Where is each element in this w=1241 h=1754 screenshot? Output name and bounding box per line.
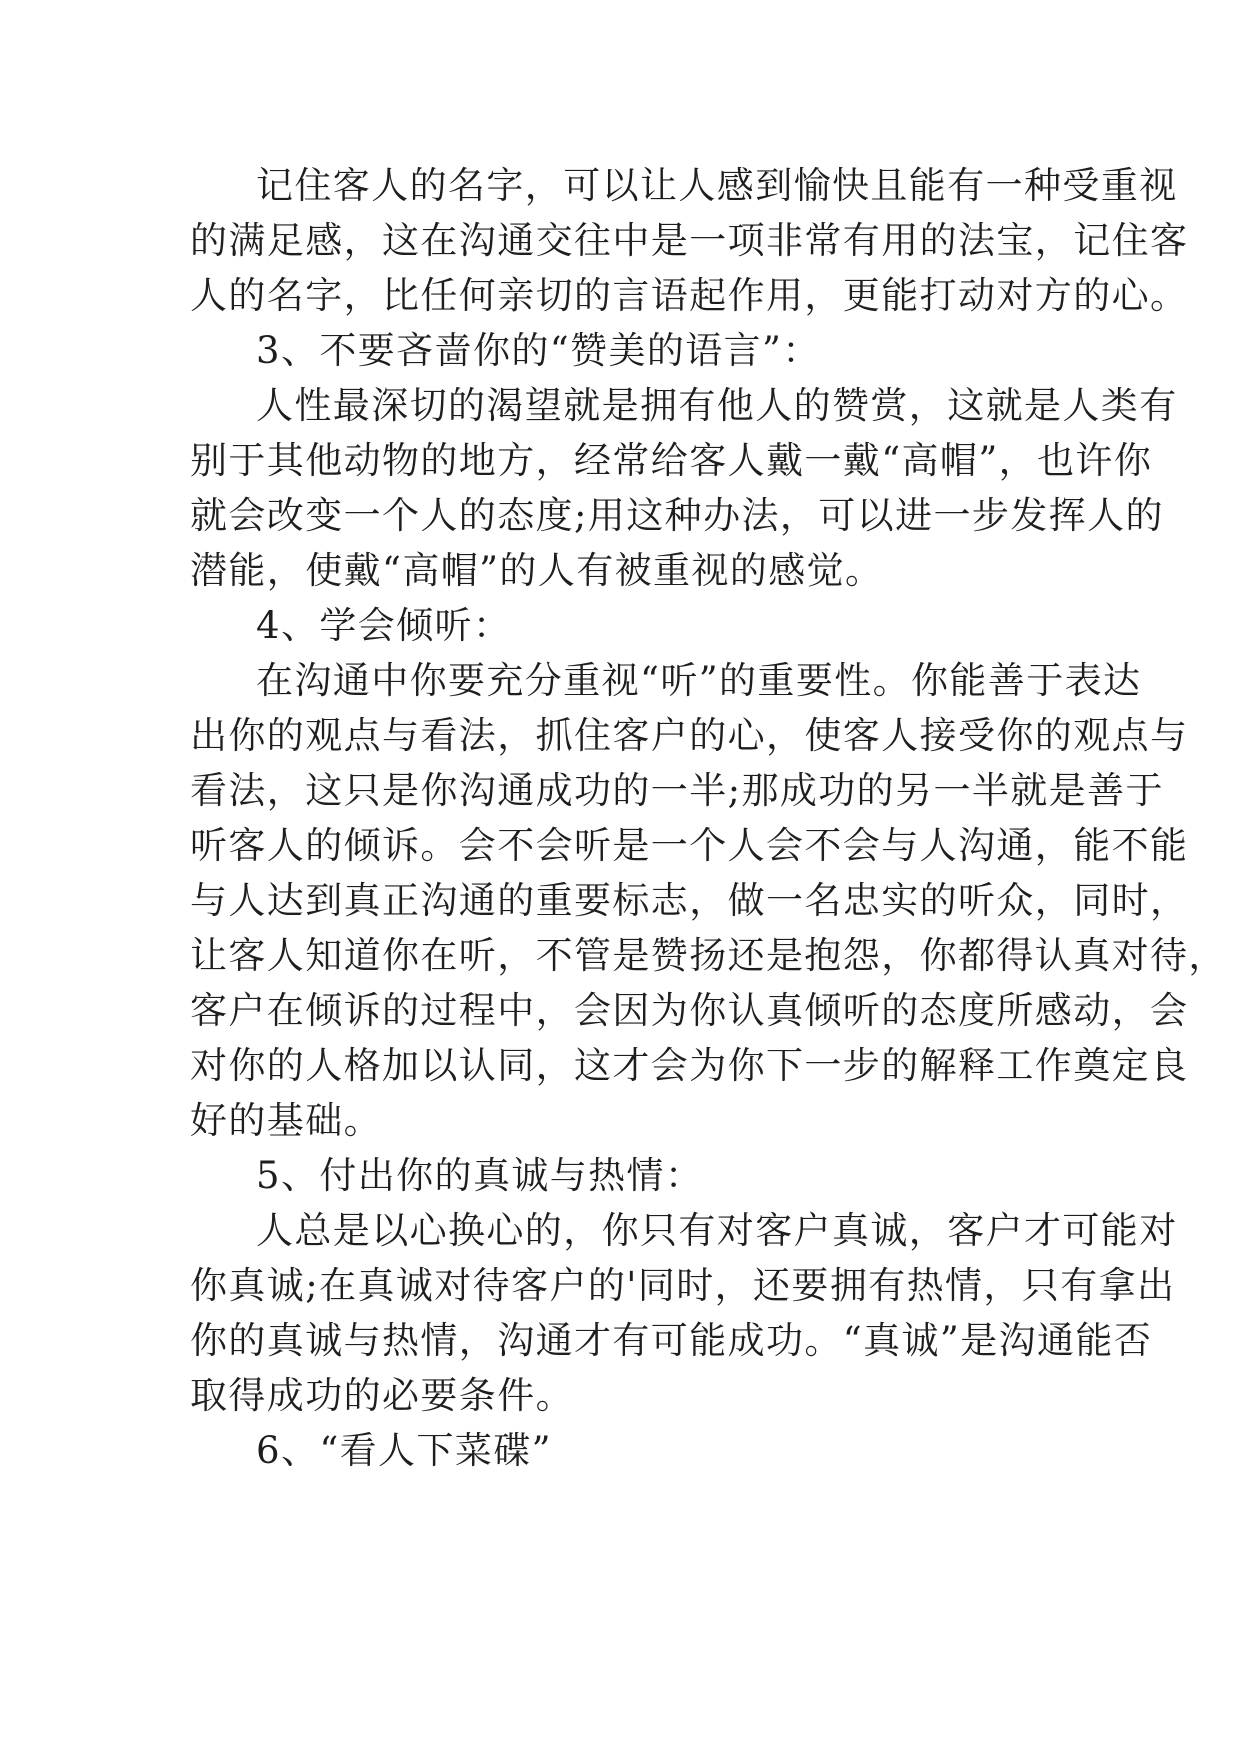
paragraph-line: 潜能，使戴“高帽”的人有被重视的感觉。: [190, 549, 884, 592]
section-heading: 5、付出你的真诚与热情：: [256, 1154, 704, 1197]
paragraph-line: 出你的观点与看法，抓住客户的心，使客人接受你的观点与: [190, 714, 1189, 757]
paragraph-line: 听客人的倾诉。会不会听是一个人会不会与人沟通，能不能: [190, 824, 1189, 867]
paragraph-line: 让客人知道你在听，不管是赞扬还是抱怨，你都得认真对待，: [190, 934, 1227, 977]
paragraph-line: 在沟通中你要充分重视“听”的重要性。你能善于表达: [256, 659, 1142, 702]
paragraph-line: 的满足感，这在沟通交往中是一项非常有用的法宝，记住客: [190, 219, 1189, 262]
section-heading: 3、不要吝啬你的“赞美的语言”：: [256, 329, 821, 372]
paragraph-line: 记住客人的名字，可以让人感到愉快且能有一种受重视: [256, 164, 1178, 207]
paragraph-line: 与人达到真正沟通的重要标志，做一名忠实的听众，同时，: [190, 879, 1189, 922]
paragraph-line: 就会改变一个人的态度;用这种办法，可以进一步发挥人的: [190, 494, 1164, 537]
paragraph-line: 好的基础。: [190, 1099, 382, 1142]
paragraph-line: 客户在倾诉的过程中，会因为你认真倾听的态度所感动，会: [190, 989, 1189, 1032]
section-heading: 4、学会倾听：: [256, 604, 512, 647]
paragraph-line: 你真诚;在真诚对待客户的'同时，还要拥有热情，只有拿出: [190, 1264, 1176, 1307]
paragraph-line: 别于其他动物的地方，经常给客人戴一戴“高帽”，也许你: [190, 439, 1153, 482]
paragraph-line: 人性最深切的渴望就是拥有他人的赞赏，这就是人类有: [256, 384, 1178, 427]
paragraph-line: 你的真诚与热情，沟通才有可能成功。“真诚”是沟通能否: [190, 1319, 1153, 1362]
paragraph-line: 人总是以心换心的，你只有对客户真诚，客户才可能对: [256, 1209, 1178, 1252]
paragraph-line: 看法，这只是你沟通成功的一半;那成功的另一半就是善于: [190, 769, 1164, 812]
section-heading: 6、“看人下菜碟”: [256, 1429, 552, 1472]
paragraph-line: 人的名字，比任何亲切的言语起作用，更能打动对方的心。: [190, 274, 1189, 317]
paragraph-line: 对你的人格加以认同，这才会为你下一步的解释工作奠定良: [190, 1044, 1189, 1087]
paragraph-line: 取得成功的必要条件。: [190, 1374, 574, 1417]
